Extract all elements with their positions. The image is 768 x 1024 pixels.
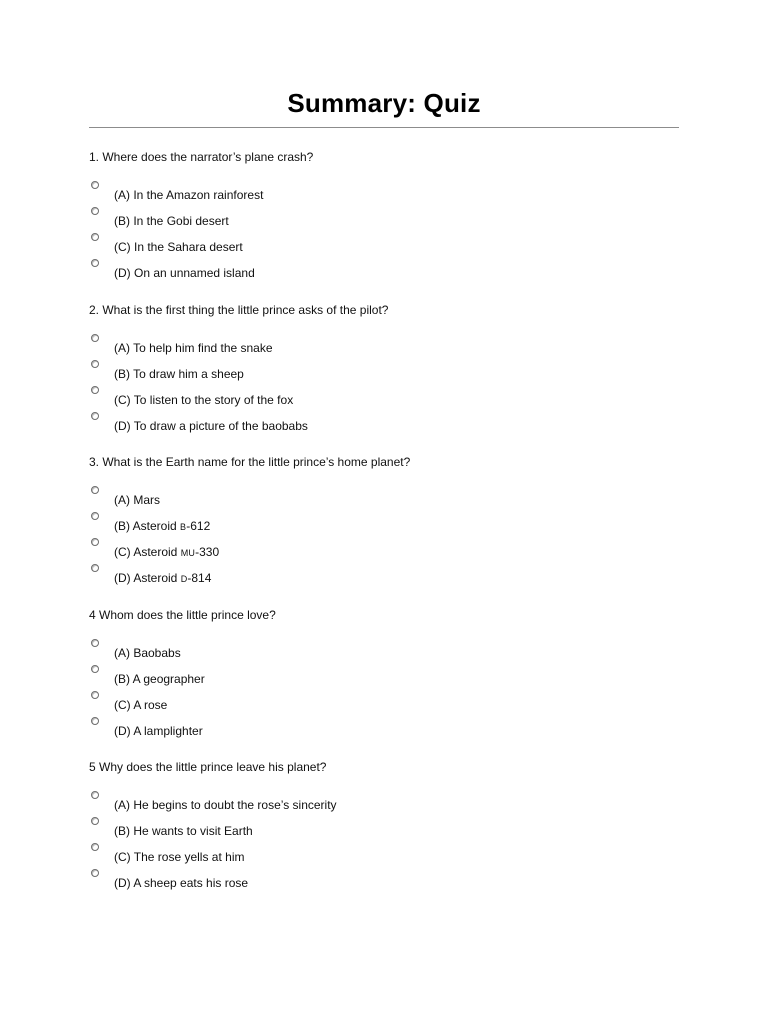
radio-button-icon[interactable] — [91, 564, 99, 572]
asteroid-code: MU — [180, 548, 196, 558]
answer-option-1b[interactable] — [89, 207, 489, 231]
option-label — [114, 518, 210, 535]
option-label: (A) In the Amazon rainforest — [114, 188, 264, 202]
radio-button-icon[interactable] — [91, 259, 99, 267]
asteroid-code: B — [180, 522, 187, 532]
radio-button-icon[interactable] — [91, 791, 99, 799]
answer-option-2d[interactable] — [89, 412, 489, 436]
answer-option-1d[interactable] — [89, 259, 489, 283]
option-label: (D) A sheep eats his rose — [114, 876, 249, 890]
option-label-prefix: (D) Asteroid — [114, 571, 181, 585]
question-text: 5 Why does the little prince leave his planet? — [89, 760, 327, 774]
option-label-prefix: (C) Asteroid — [114, 545, 181, 559]
title-divider — [89, 127, 679, 128]
radio-button-icon[interactable] — [91, 207, 99, 215]
option-label: (A) Mars — [114, 493, 160, 507]
radio-button-icon[interactable] — [91, 538, 99, 546]
option-label: (C) To listen to the story of the fox — [114, 392, 294, 407]
radio-button-icon[interactable] — [91, 817, 99, 825]
asteroid-code: D — [180, 574, 188, 584]
radio-button-icon[interactable] — [91, 386, 99, 394]
option-label: (A) Baobabs — [114, 645, 181, 660]
radio-button-icon[interactable] — [91, 869, 99, 877]
answer-option-3c[interactable] — [89, 538, 489, 562]
option-label-prefix: (B) Asteroid — [114, 519, 181, 533]
quiz-list — [89, 147, 679, 910]
option-label — [114, 544, 219, 561]
answer-option-2c[interactable] — [89, 386, 489, 410]
answer-option-3d[interactable] — [89, 564, 489, 588]
option-label: (C) The rose yells at him — [114, 850, 245, 864]
option-label: (A) He begins to doubt the rose’s sincerity — [114, 798, 337, 812]
answer-option-2b[interactable] — [89, 360, 489, 384]
answer-option-1c[interactable] — [89, 233, 489, 257]
answer-option-3a[interactable] — [89, 486, 489, 510]
question-3 — [89, 452, 679, 605]
radio-button-icon[interactable] — [91, 512, 99, 520]
answer-option-4d[interactable] — [89, 717, 489, 741]
option-label: (B) He wants to visit Earth — [114, 824, 253, 838]
answer-option-1a[interactable] — [89, 181, 489, 205]
question-4 — [89, 605, 679, 758]
option-label: (D) To draw a picture of the baobabs — [114, 418, 308, 433]
option-label — [114, 570, 211, 587]
radio-button-icon[interactable] — [91, 334, 99, 342]
radio-button-icon[interactable] — [91, 843, 99, 851]
option-label: (C) A rose — [114, 697, 168, 712]
page-title: Summary: Quiz — [287, 88, 481, 118]
answer-option-5c[interactable] — [89, 843, 489, 867]
option-label: (B) To draw him a sheep — [114, 366, 244, 381]
radio-button-icon[interactable] — [91, 639, 99, 647]
option-label: (D) A lamplighter — [114, 723, 203, 738]
radio-button-icon[interactable] — [91, 181, 99, 189]
question-text: 2. What is the first thing the little prince asks of the pilot? — [89, 302, 389, 317]
answer-option-5a[interactable] — [89, 791, 489, 815]
answer-option-4b[interactable] — [89, 665, 489, 689]
option-label-suffix: -330 — [195, 545, 220, 559]
option-label: (D) On an unnamed island — [114, 266, 255, 280]
radio-button-icon[interactable] — [91, 233, 99, 241]
answer-option-5d[interactable] — [89, 869, 489, 893]
answer-option-4a[interactable] — [89, 639, 489, 663]
option-label: (B) In the Gobi desert — [114, 214, 229, 228]
question-2 — [89, 300, 679, 453]
answer-option-2a[interactable] — [89, 334, 489, 358]
answer-option-4c[interactable] — [89, 691, 489, 715]
question-5 — [89, 757, 679, 910]
answer-option-3b[interactable] — [89, 512, 489, 536]
option-label: (C) In the Sahara desert — [114, 240, 243, 254]
radio-button-icon[interactable] — [91, 691, 99, 699]
radio-button-icon[interactable] — [91, 486, 99, 494]
radio-button-icon[interactable] — [91, 360, 99, 368]
radio-button-icon[interactable] — [91, 717, 99, 725]
question-text: 4 Whom does the little prince love? — [89, 607, 276, 622]
option-label: (A) To help him find the snake — [114, 340, 273, 355]
radio-button-icon[interactable] — [91, 665, 99, 673]
option-label-suffix: -612 — [186, 519, 211, 533]
option-label-suffix: -814 — [187, 571, 212, 585]
question-text: 1. Where does the narrator’s plane crash? — [89, 150, 314, 164]
answer-option-5b[interactable] — [89, 817, 489, 841]
option-label: (B) A geographer — [114, 671, 205, 686]
radio-button-icon[interactable] — [91, 412, 99, 420]
question-text: 3. What is the Earth name for the little prince’s home planet? — [89, 455, 411, 469]
question-1 — [89, 147, 679, 300]
